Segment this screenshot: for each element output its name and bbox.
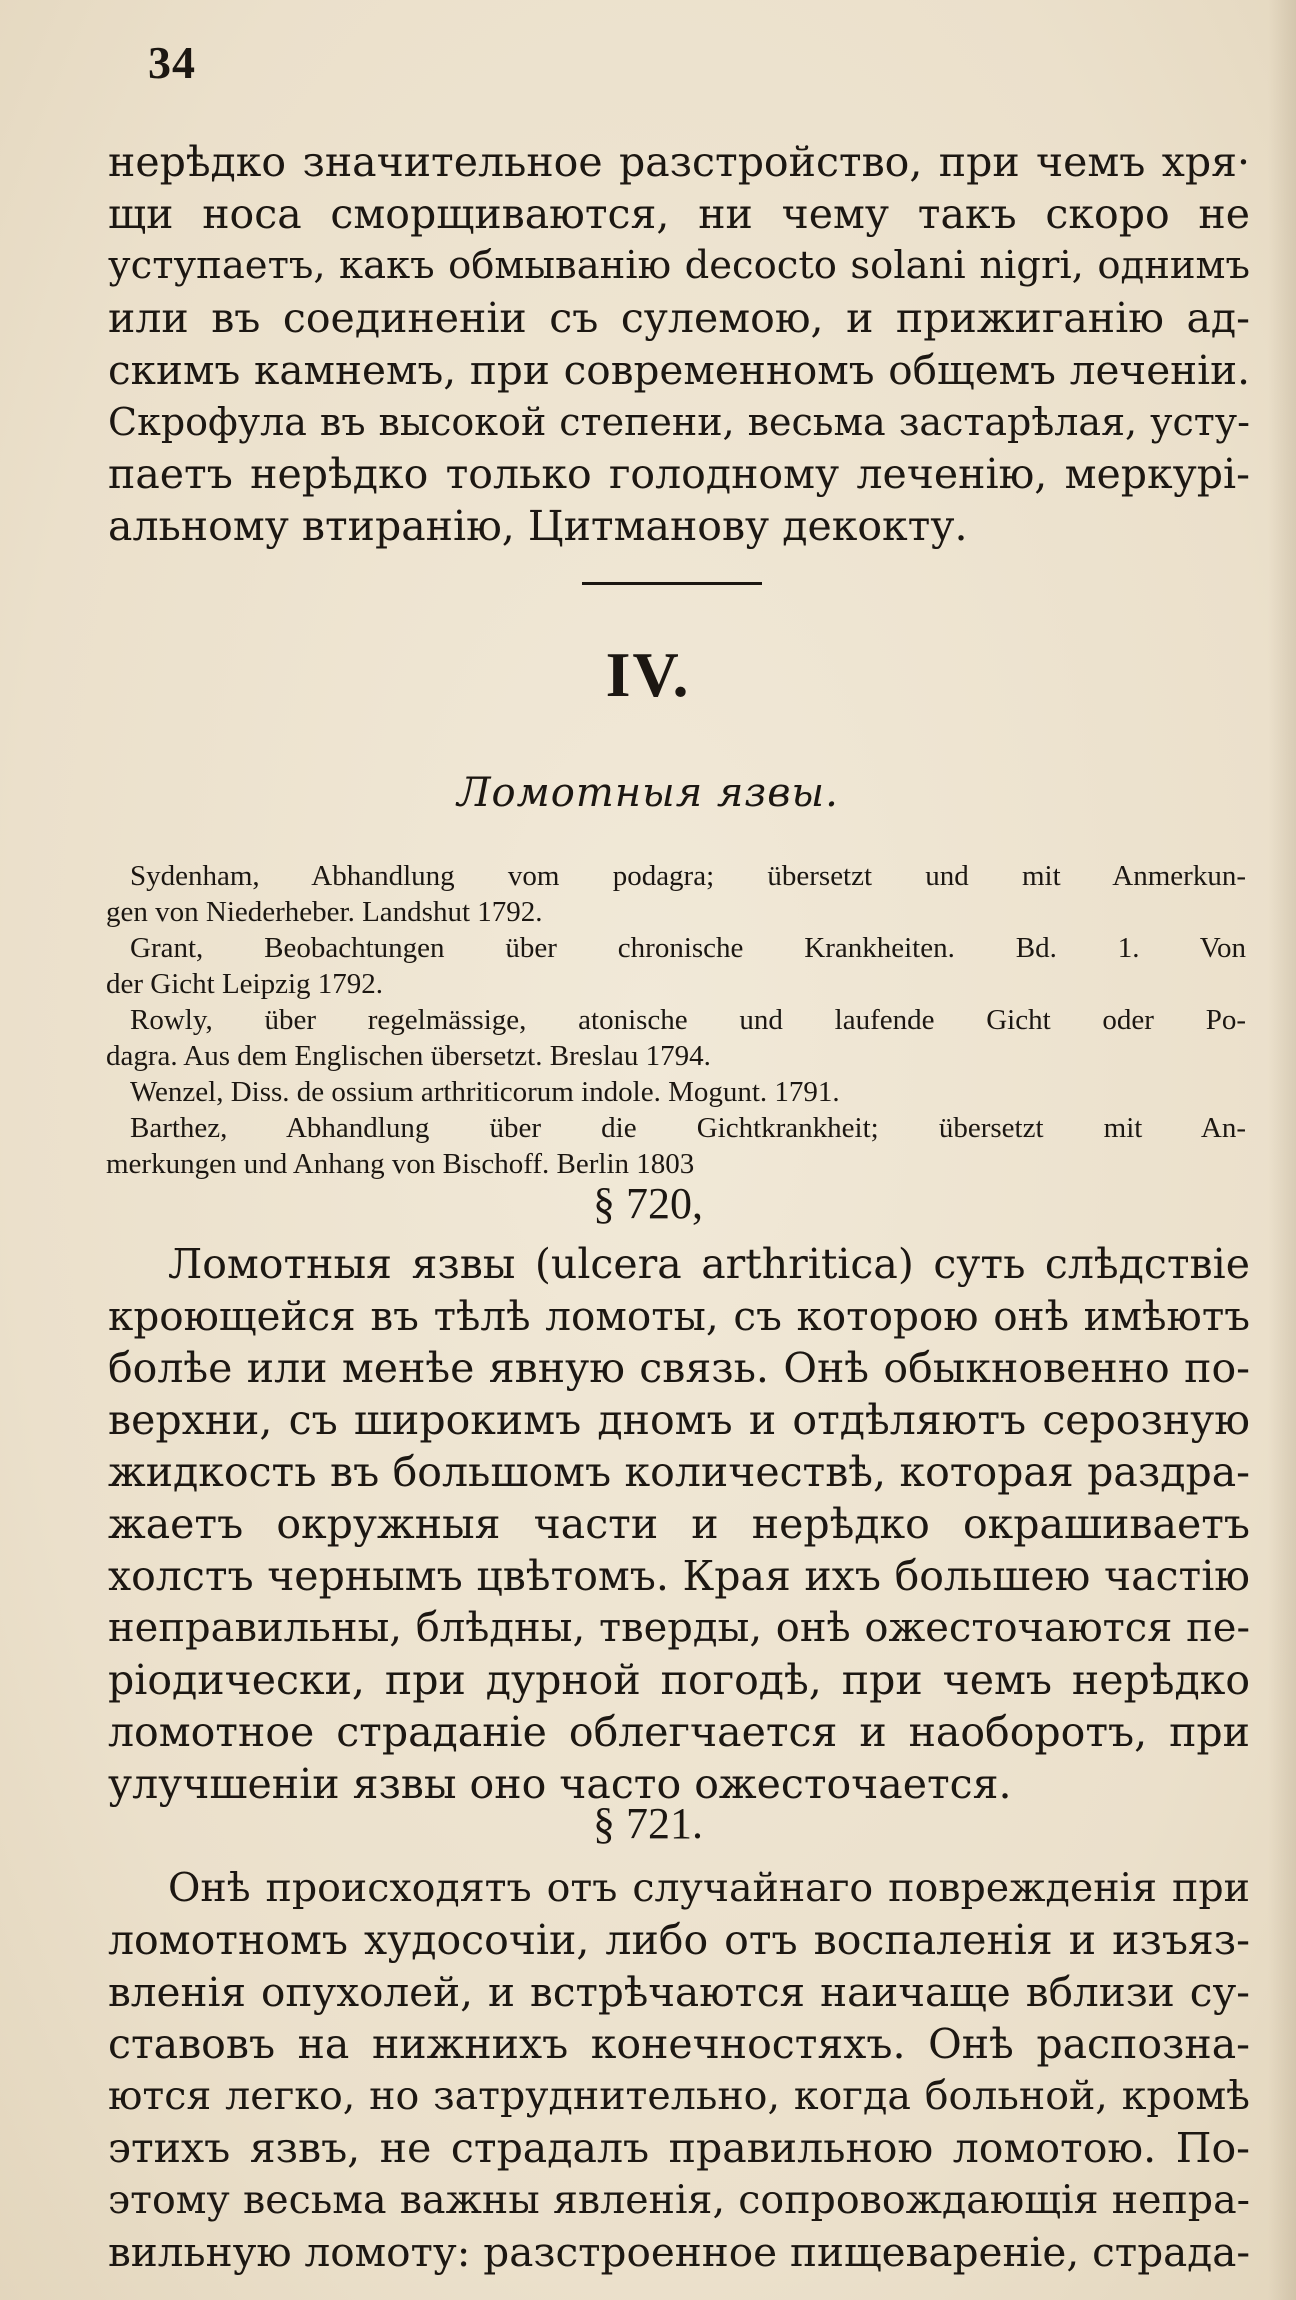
reference-line: Wenzel, Diss. de ossium arthriticorum indole. Mogunt. 1791. [130,1076,840,1108]
text-line: верхни, съ широкимъ дномъ и отдѣляютъ серозную [108,1396,1250,1444]
text-line: неправильны, блѣдны, тверды, онѣ ожесточаются пе- [108,1605,1250,1651]
intro-paragraph [108,136,1250,552]
text-line: или въ соединеніи съ сулемою, и прижиганію ад- [108,294,1250,342]
section-720-paragraph [108,1238,1250,1810]
text-line: этихъ язвъ, не страдалъ правильною ломотою. По- [108,2124,1250,2172]
text-line: холстъ чернымъ цвѣтомъ. Края ихъ большею частію [108,1552,1250,1600]
text-line: ставовъ на нижнихъ конечностяхъ. Онѣ распозна- [108,2020,1250,2068]
text-line: альному втиранію, Цитманову декокту. [108,502,968,550]
text-line: ются легко, но затруднительно, когда больной, кромѣ [108,2073,1250,2119]
text-line: вленія опухолей, и встрѣчаются наичаще вблизи су- [108,1968,1250,2016]
reference-line: Sydenham, Abhandlung vom podagra; übersetzt und mit Anmerkun- [130,860,1246,892]
section-divider [582,582,762,585]
text-line: жаетъ окружныя части и нерѣдко окрашиваетъ [108,1500,1250,1548]
text-line: жидкость въ большомъ количествѣ, которая раздра- [108,1448,1250,1496]
page-edge-shadow [1268,0,1296,2300]
reference-line: dagra. Aus dem Englischen übersetzt. Breslau 1794. [106,1040,711,1072]
text-line: паетъ нерѣдко только голодному леченію, меркурі- [108,450,1250,498]
text-line: ріодически, при дурной погодѣ, при чемъ нерѣдко [108,1656,1250,1704]
text-line: вильную ломоту: разстроенное пищевареніе, страда- [108,2228,1251,2276]
references-list [106,858,1246,1182]
text-line: нерѣдко значительное разстройство, при чемъ хря· [108,138,1250,186]
text-line: Ломотныя язвы (ulcera arthritica) суть слѣдствіе [168,1240,1250,1288]
reference-line: gen von Niederheber. Landshut 1792. [106,896,543,928]
chapter-number: IV. [605,639,691,710]
text-line: этому весьма важны явленія, сопровождающія непра- [108,2177,1250,2223]
reference-line: merkungen und Anhang von Bischoff. Berlin 1803 [106,1148,695,1180]
chapter-title: Ломотныя язвы. [457,770,839,816]
text-line: Скрофула въ высокой степени, весьма застарѣлая, усту- [108,400,1250,444]
text-line: кроющейся въ тѣлѣ ломоты, съ которою онѣ имѣютъ [108,1292,1250,1340]
text-line: скимъ камнемъ, при современномъ общемъ леченіи. [108,346,1250,394]
page-number: 34 [148,37,196,88]
text-line: уступаетъ, какъ обмыванію decocto solani nigri, однимъ [108,243,1250,288]
section-heading-721: § 721. [593,1799,703,1848]
reference-line: Barthez, Abhandlung über die Gichtkrankheit; übersetzt mit An- [130,1112,1246,1144]
text-line: болѣе или менѣе явную связь. Онѣ обыкновенно по- [108,1344,1250,1392]
text-line: ломотномъ худосочіи, либо отъ воспаленія и изъяз- [108,1916,1250,1964]
section-721-paragraph [108,1862,1250,2278]
text-line: ломотное страданіе облегчается и наоборотъ, при [108,1708,1250,1756]
text-line: Онѣ происходятъ отъ случайнаго поврежденія при [168,1865,1250,1911]
reference-line: der Gicht Leipzig 1792. [106,968,384,1000]
section-heading-720: § 720, [593,1179,703,1228]
reference-line: Rowly, über regelmässige, atonische und laufende Gicht oder Po- [130,1004,1246,1036]
reference-line: Grant, Beobachtungen über chronische Krankheiten. Bd. 1. Von [130,932,1246,964]
text-line: щи носа сморщиваются, ни чему такъ скоро не [108,190,1250,238]
text-line: улучшеніи язвы оно часто ожесточается. [108,1760,1012,1808]
